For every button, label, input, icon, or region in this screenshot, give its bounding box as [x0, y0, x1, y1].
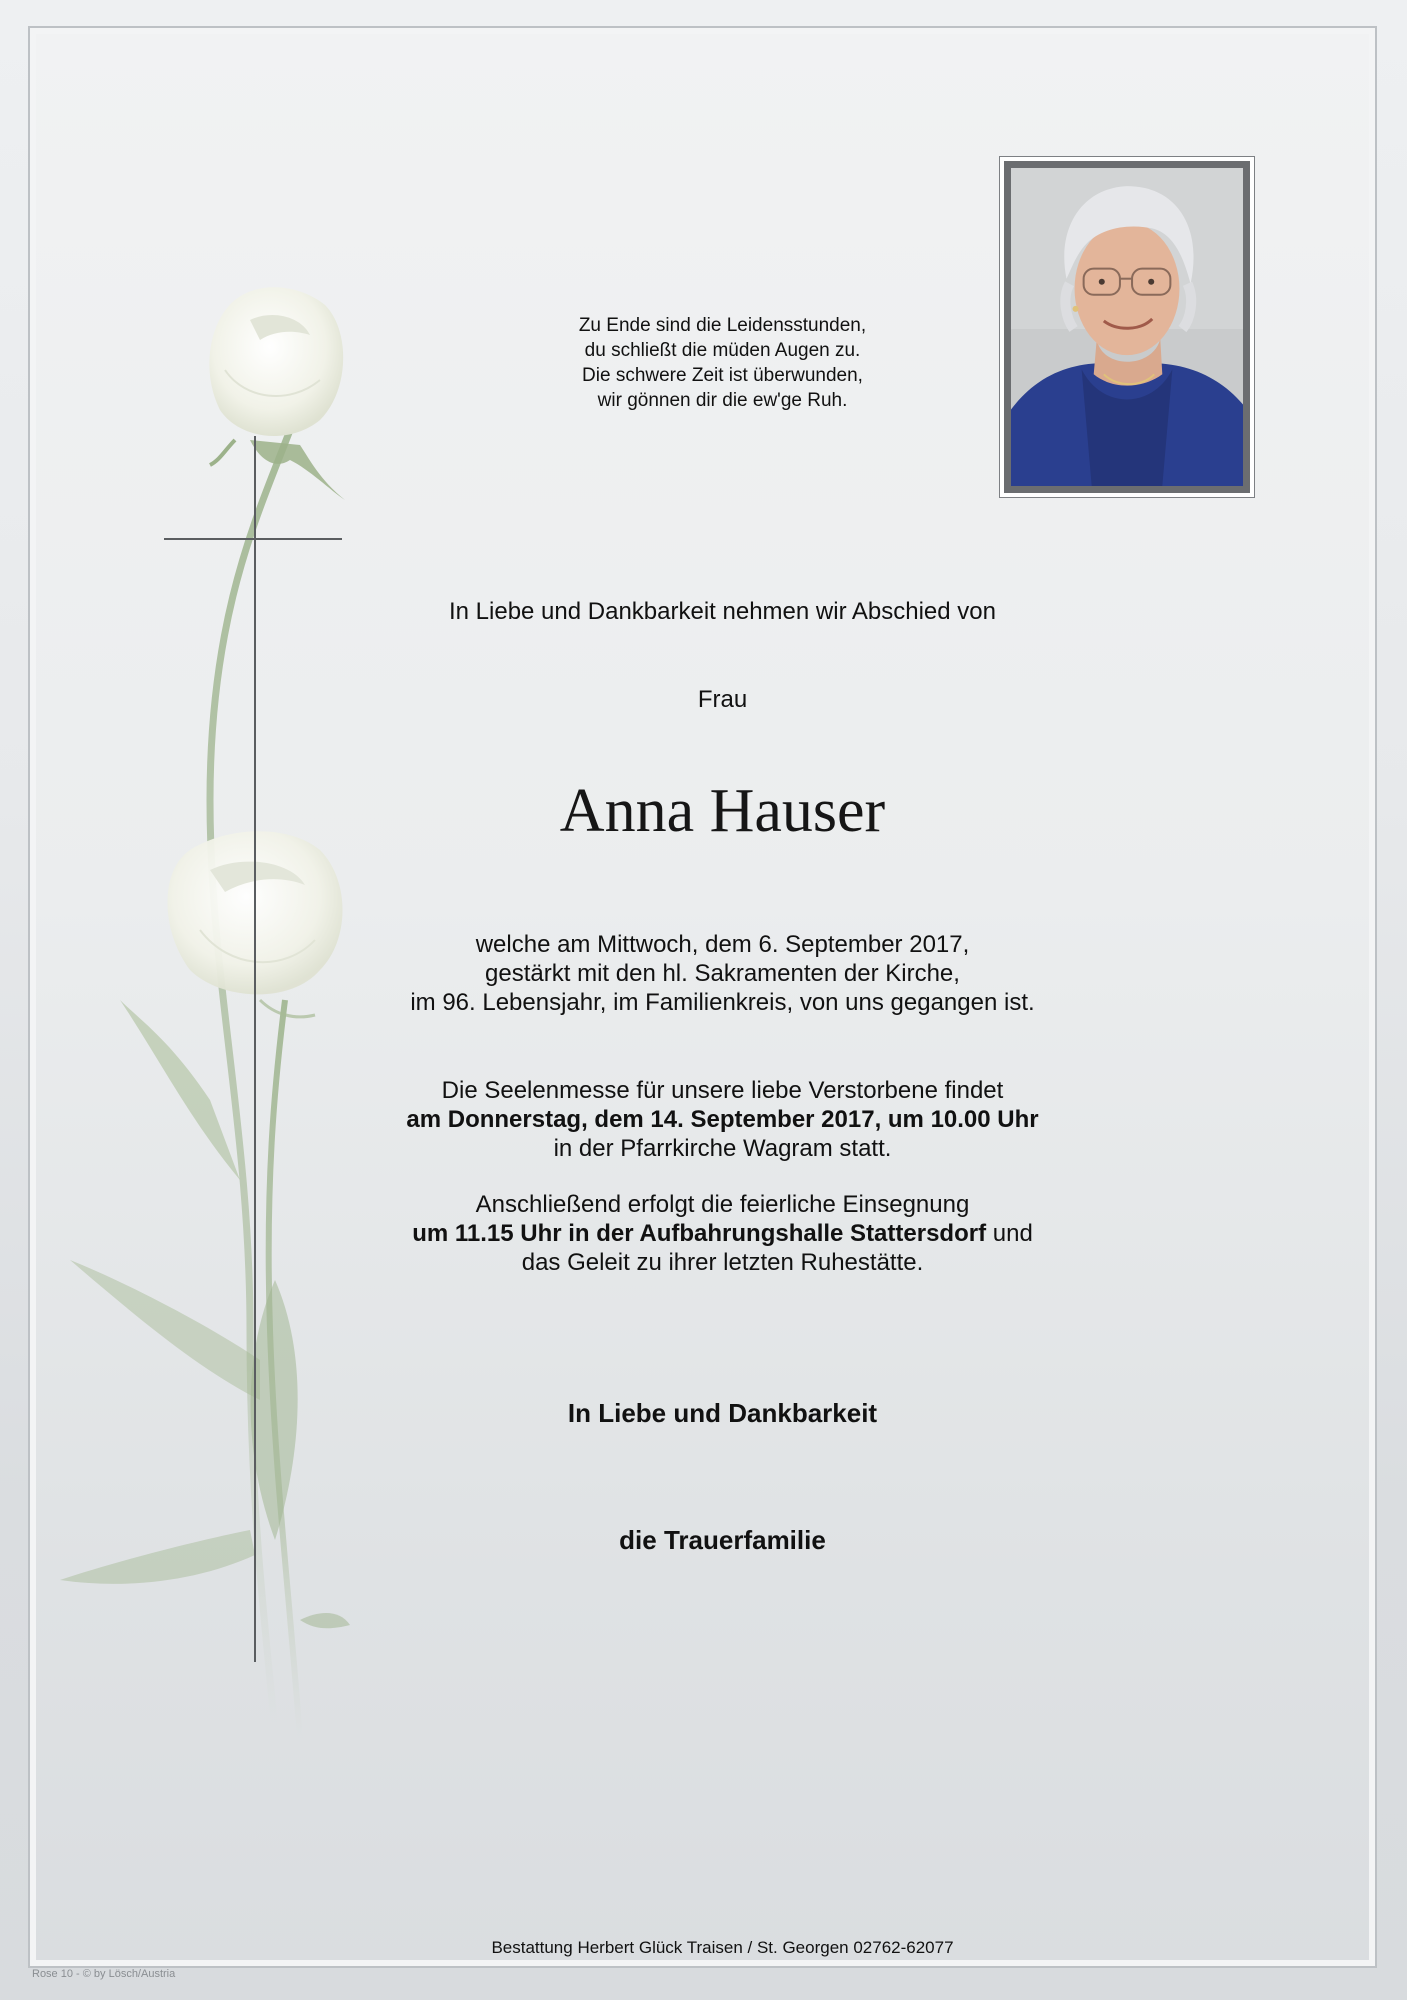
portrait-image — [1011, 168, 1243, 486]
design-copyright: Rose 10 - © by Lösch/Austria — [32, 1968, 176, 1980]
mass-announcement — [300, 1076, 1145, 1163]
mass-date-line: am Donnerstag, dem 14. September 2017, um 10.00 Uhr — [406, 1106, 1039, 1133]
blessing-time-rest: und — [986, 1220, 1033, 1247]
portrait-photo — [999, 156, 1255, 498]
poem-line: wir gönnen dir die ew'ge Ruh. — [597, 390, 848, 411]
cross-horizontal — [164, 538, 342, 540]
mourning-family: die Trauerfamilie — [619, 1525, 826, 1555]
blessing-time: um 11.15 Uhr in der Aufbahrungshalle Stattersdorf — [412, 1220, 987, 1247]
death-notice-line: im 96. Lebensjahr, im Familienkreis, von uns gegangen ist. — [410, 989, 1035, 1016]
poem-line: du schließt die müden Augen zu. — [584, 340, 861, 361]
blessing-time-line — [300, 1219, 1145, 1248]
poem-line: Die schwere Zeit ist überwunden, — [582, 365, 863, 386]
deceased-name: Anna Hauser — [559, 777, 886, 845]
funeral-home-footer: Bestattung Herbert Glück Traisen / St. Georgen 02762-62077 — [491, 1938, 954, 1957]
memorial-poem — [480, 313, 965, 413]
portrait-matte — [1004, 161, 1250, 493]
cross-vertical — [254, 436, 256, 1662]
mass-location-line: in der Pfarrkirche Wagram statt. — [553, 1135, 892, 1162]
farewell-intro: In Liebe und Dankbarkeit nehmen wir Abschied von — [448, 598, 996, 625]
death-notice — [300, 930, 1145, 1017]
blessing-announcement — [300, 1190, 1145, 1277]
poem-line: Zu Ende sind die Leidensstunden, — [578, 315, 867, 336]
blessing-line: Anschließend erfolgt die feierliche Einsegnung — [475, 1191, 970, 1218]
death-notice-line: welche am Mittwoch, dem 6. September 2017, — [475, 931, 970, 958]
closing-phrase: In Liebe und Dankbarkeit — [567, 1398, 878, 1428]
death-notice-line: gestärkt mit den hl. Sakramenten der Kirche, — [485, 960, 960, 987]
mass-line: Die Seelenmesse für unsere liebe Verstorbene findet — [441, 1077, 1004, 1104]
salutation: Frau — [697, 686, 748, 713]
blessing-burial-line: das Geleit zu ihrer letzten Ruhestätte. — [521, 1249, 924, 1276]
